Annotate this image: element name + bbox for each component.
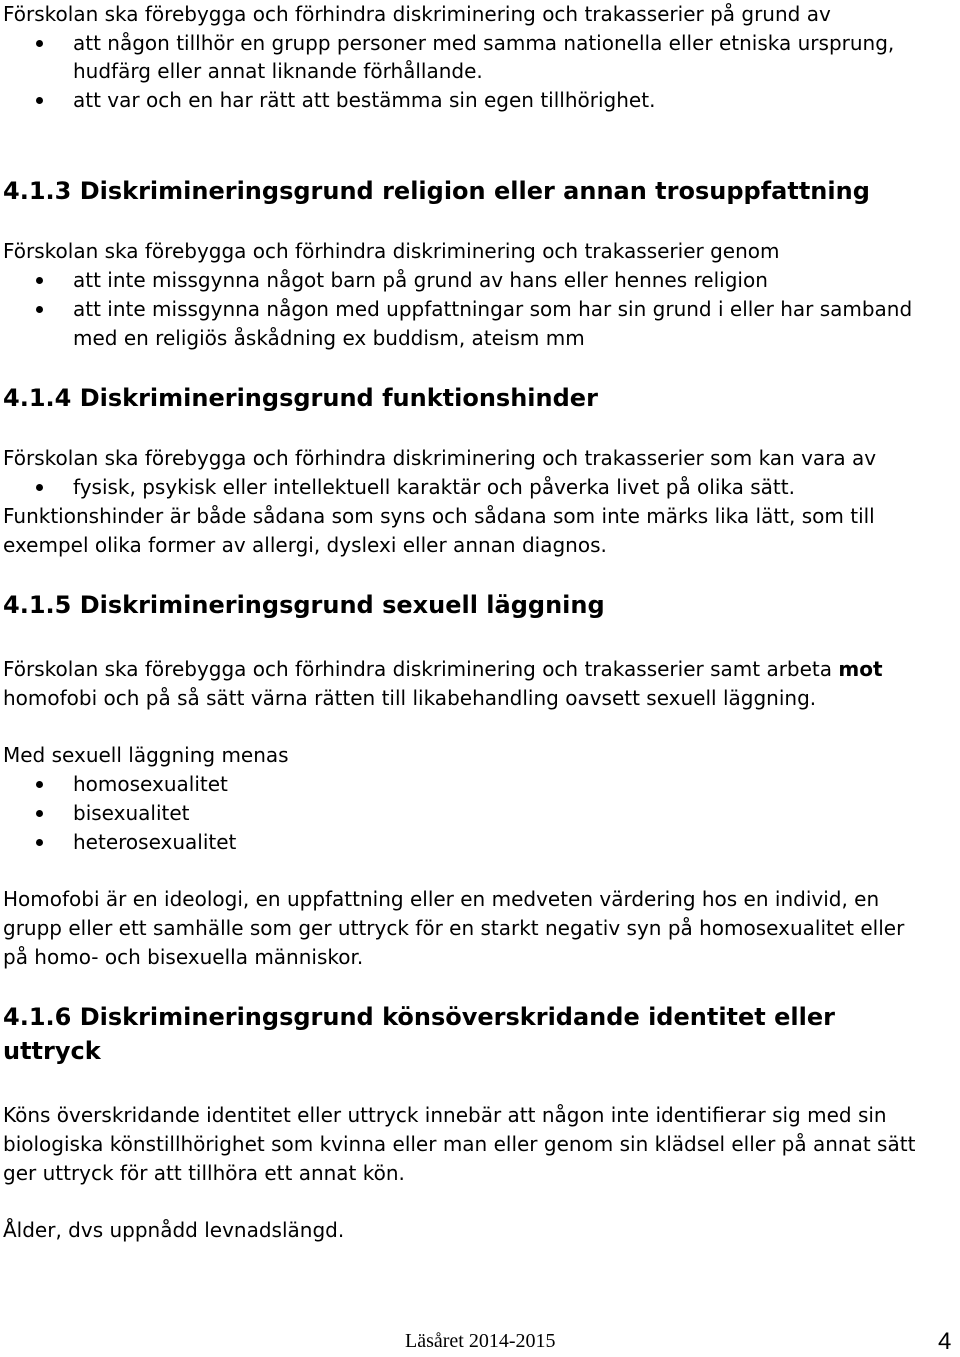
sexuell-intro-text: Förskolan ska förebygga och förhindra diskriminering och trakasserier samt arbeta <box>3 657 839 681</box>
alder-line: Ålder, dvs uppnådd levnadslängd. <box>3 1218 345 1242</box>
top-bullet-2: att var och en har rätt att bestämma sin egen tillhörighet. <box>73 88 656 112</box>
sexuell-intro-bold: mot <box>838 657 883 681</box>
section-heading-konsoverskridande-line-2: uttryck <box>3 1037 101 1065</box>
funktionshinder-para-line-1: Funktionshinder är både sådana som syns och sådana som inte märks lika lätt, som till <box>3 504 875 528</box>
homofobi-line-2: grupp eller ett samhälle som ger uttryck för en starkt negativ syn på homosexualitet eller <box>3 916 905 940</box>
sexuell-list-item: homosexualitet <box>73 772 228 796</box>
konsoverskridande-para-line-2: biologiska könstillhörighet som kvinna eller man eller genom sin klädsel eller på annat sätt <box>3 1132 916 1156</box>
sexuell-list-item: bisexualitet <box>73 801 190 825</box>
section-heading-religion: 4.1.3 Diskrimineringsgrund religion eller annan trosuppfattning <box>3 177 870 205</box>
religion-intro: Förskolan ska förebygga och förhindra diskriminering och trakasserier genom <box>3 239 780 263</box>
bullet-icon <box>36 484 43 491</box>
bullet-icon <box>36 40 43 47</box>
konsoverskridande-para-line-3: ger uttryck för att tillhöra ett annat kön. <box>3 1161 405 1185</box>
top-bullet-1-line-2: hudfärg eller annat liknande förhållande. <box>73 59 483 83</box>
section-heading-sexuell-laggning: 4.1.5 Diskrimineringsgrund sexuell läggning <box>3 591 605 619</box>
bullet-icon <box>36 810 43 817</box>
sexuell-intro-line-2: homofobi och på så sätt värna rätten till likabehandling oavsett sexuell läggning. <box>3 686 817 710</box>
page-number: 4 <box>938 1328 952 1355</box>
funktionshinder-intro: Förskolan ska förebygga och förhindra diskriminering och trakasserier som kan vara av <box>3 446 877 470</box>
homofobi-line-1: Homofobi är en ideologi, en uppfattning eller en medveten värdering hos en individ, en <box>3 887 880 911</box>
bullet-icon <box>36 839 43 846</box>
funktionshinder-bullet-1: fysisk, psykisk eller intellektuell karaktär och påverka livet på olika sätt. <box>73 475 795 499</box>
religion-bullet-2-line-1: att inte missgynna någon med uppfattningar som har sin grund i eller har samband <box>73 297 913 321</box>
sexuell-intro-line-1 <box>3 655 883 683</box>
bullet-icon <box>36 306 43 313</box>
sexuell-list-item: heterosexualitet <box>73 830 237 854</box>
bullet-icon <box>36 277 43 284</box>
funktionshinder-para-line-2: exempel olika former av allergi, dyslexi eller annan diagnos. <box>3 533 607 557</box>
religion-bullet-2-line-2: med en religiös åskådning ex buddism, ateism mm <box>73 326 585 350</box>
sexuell-menas: Med sexuell läggning menas <box>3 743 289 767</box>
homofobi-line-3: på homo- och bisexuella människor. <box>3 945 364 969</box>
top-intro: Förskolan ska förebygga och förhindra diskriminering och trakasserier på grund av <box>3 2 831 26</box>
konsoverskridande-para-line-1: Köns överskridande identitet eller uttryck innebär att någon inte identifierar sig med sin <box>3 1103 887 1127</box>
section-heading-konsoverskridande-line-1: 4.1.6 Diskrimineringsgrund könsöverskridande identitet eller <box>3 1003 835 1031</box>
section-heading-funktionshinder: 4.1.4 Diskrimineringsgrund funktionshinder <box>3 384 598 412</box>
bullet-icon <box>36 781 43 788</box>
religion-bullet-1: att inte missgynna något barn på grund av hans eller hennes religion <box>73 268 768 292</box>
top-bullet-1-line-1: att någon tillhör en grupp personer med samma nationella eller etniska ursprung, <box>73 31 895 55</box>
footer-text: Läsåret 2014-2015 <box>405 1330 556 1352</box>
bullet-icon <box>36 97 43 104</box>
